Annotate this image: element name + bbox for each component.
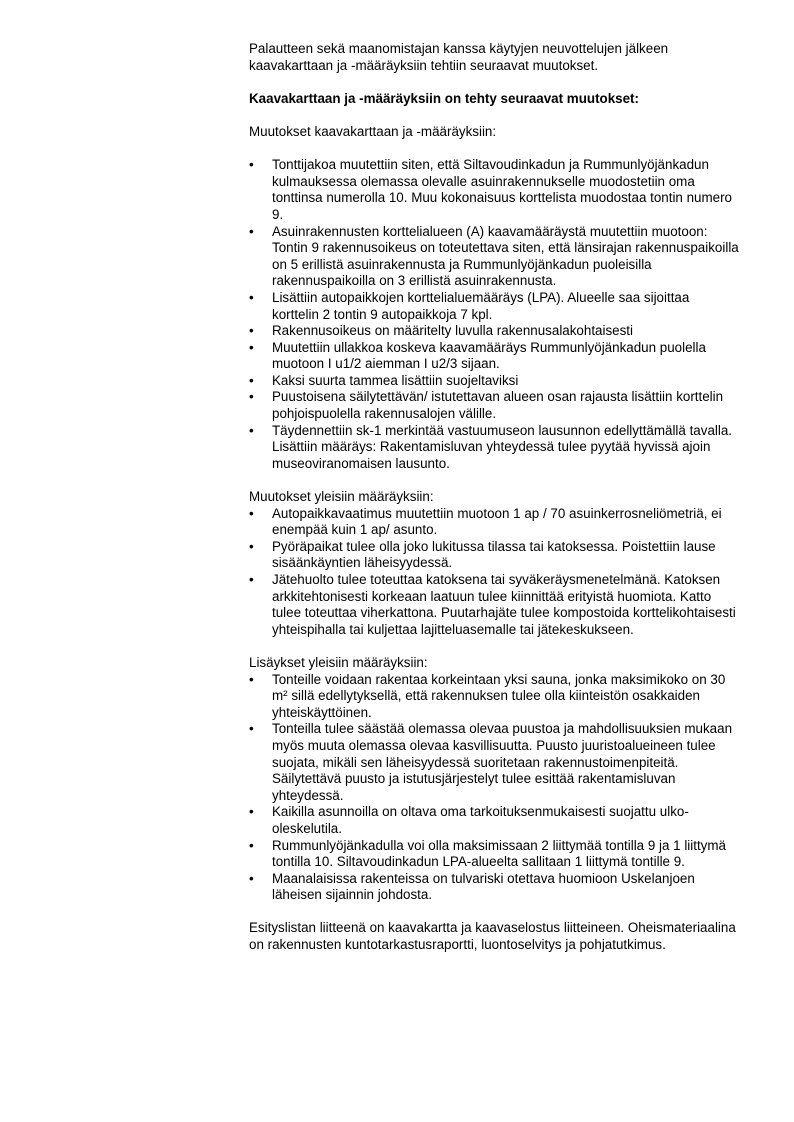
bullet-icon: •	[249, 505, 254, 521]
bullet-icon: •	[249, 323, 254, 339]
list-item	[249, 672, 739, 722]
list-item	[249, 224, 739, 290]
list-item-text: Tonteille voidaan rakentaa korkeintaan yksi sauna, jonka maksimikoko on 30 m² sillä edellytyksellä, että rakennuksen tulee olla kiinteistön osakkaiden yhteiskäyttöinen.	[272, 671, 726, 720]
bullet-icon: •	[249, 870, 254, 886]
list-item	[249, 871, 739, 904]
list-item-text: Asuinrakennusten korttelialueen (A) kaavamääräystä muutettiin muotoon: Tontin 9 rakennusoikeus on toteutettava siten, että länsirajan rakennuspaikoilla on 5 erillistä asuinrakennusta ja Rummunlyöjänkadun puoleisilla rakennuspaikoilla on 3 erillistä asuinrakennusta.	[272, 223, 739, 289]
list-item-text: Tonteilla tulee säästää olemassa olevaa puustoa ja mahdollisuuksien mukaan myös muuta olemassa olevaa kasvillisuutta. Puusto juuristoalueineen tulee suojata, mikäli sen läheisyydessä suoritetaan rakennustoimenpiteitä. Säilytettävä puusto ja istutusjärjestelyt tulee esittää rakentamisluvan yhteydessä.	[272, 721, 733, 803]
list-item-text: Jätehuolto tulee toteuttaa katoksena tai syväkeräysmenetelmänä. Katoksen arkkitehtonisesti korkeaan laatuun tulee kiinnittää erityistä huomiota. Katto tulee toteuttaa viherkattona. Puutarhajäte tulee kompostoida korttelikohtaisesti yhteispihalla tai kuljettaa lajitteluasemalle tai jätekeskukseen.	[272, 572, 736, 637]
list-item-text: Tonttijakoa muutettiin siten, että Siltavoudinkadun ja Rummunlyöjänkadun kulmauksessa olemassa olevalle asuinrakennukselle muodostetiin oma tonttinsa numerolla 10. Muu kokonaisuus korttelista muodostaa tontin numero 9.	[272, 157, 733, 222]
bullet-icon: •	[249, 422, 254, 438]
bullet-icon: •	[249, 289, 254, 305]
bullet-icon: •	[249, 538, 254, 554]
list-item-text: Puustoisena säilytettävän/ istutettavan alueen osan rajausta lisättiin korttelin pohjoispuolella rakennusalojen välille.	[272, 389, 724, 422]
bullet-icon: •	[249, 804, 254, 820]
list-item	[249, 539, 739, 572]
section-title-map-changes: Muutokset kaavakarttaan ja -määräyksiin:	[249, 123, 497, 139]
bullet-icon: •	[249, 837, 254, 853]
intro-paragraph: Palautteen sekä maanomistajan kanssa käytyjen neuvottelujen jälkeen kaavakarttaan ja -määräyksiin tehtiin seuraavat muutokset.	[249, 41, 669, 73]
list-item	[249, 804, 739, 837]
list-item-text: Kaikilla asunnoilla on oltava oma tarkoituksenmukaisesti suojattu ulko-oleskelutila.	[272, 804, 689, 836]
bullet-icon: •	[249, 339, 254, 355]
bullet-icon: •	[249, 572, 254, 587]
bullet-icon: •	[249, 223, 254, 239]
general-additions-list	[249, 672, 739, 904]
list-item	[249, 506, 739, 539]
list-item-text: Lisättiin autopaikkojen korttelialuemääräys (LPA). Alueelle saa sijoittaa korttelin 2 tontin 9 autopaikkoja 7 kpl.	[272, 289, 690, 322]
map-changes-list	[249, 157, 739, 472]
list-item	[249, 838, 739, 871]
closing-paragraph: Esityslistan liitteenä on kaavakartta ja kaavaselostus liitteineen. Oheismateriaalina on rakennusten kuntotarkastusraportti, luontoselvitys ja pohjatutkimus.	[249, 920, 736, 953]
section-title-general-additions: Lisäykset yleisiin määräyksiin:	[249, 654, 428, 670]
list-item-text: Maanalaisissa rakenteissa on tulvariski otettava huomioon Uskelanjoen läheisen sijainnin johdosta.	[272, 870, 695, 903]
list-item	[249, 290, 739, 323]
list-item	[249, 340, 739, 373]
list-item	[249, 323, 739, 340]
document-page	[249, 41, 739, 954]
list-item	[249, 373, 739, 390]
list-item	[249, 423, 739, 473]
bullet-icon: •	[249, 372, 254, 388]
list-item	[249, 721, 739, 804]
section-heading: Kaavakarttaan ja -määräyksiin on tehty seuraavat muutokset:	[249, 90, 639, 106]
list-item-text: Rummunlyöjänkadulla voi olla maksimissaan 2 liittymää tontilla 9 ja 1 liittymä tontilla 10. Siltavoudinkadun LPA-alueelta sallitaan 1 liittymä tontille 9.	[272, 837, 726, 870]
bullet-icon: •	[249, 389, 254, 405]
list-item	[249, 572, 739, 638]
list-item-text: Rakennusoikeus on määritelty luvulla rakennusalakohtaisesti	[272, 323, 634, 339]
list-item-text: Pyöräpaikat tulee olla joko lukitussa tilassa tai katoksessa. Poistettiin lause sisäänkäyntien läheisyydessä.	[272, 538, 716, 571]
section-title-general-changes: Muutokset yleisiin määräyksiin:	[249, 489, 434, 505]
bullet-icon: •	[249, 671, 254, 687]
bullet-icon: •	[249, 721, 254, 737]
list-item-text: Muutettiin ullakkoa koskeva kaavamääräys Rummunlyöjänkadun puolella muotoon I u1/2 aiemman I u2/3 sijaan.	[272, 339, 706, 372]
bullet-icon: •	[249, 157, 254, 173]
list-item	[249, 389, 739, 422]
list-item-text: Täydennettiin sk-1 merkintää vastuumuseon lausunnon edellyttämällä tavalla. Lisättiin määräys: Rakentamisluvan yhteydessä tulee pyytää hyvissä ajoin museoviranomaisen lausunto.	[272, 422, 733, 471]
list-item-text: Autopaikkavaatimus muutettiin muotoon 1 ap / 70 asuinkerrosneliömetriä, ei enempää kuin 1 ap/ asunto.	[272, 505, 722, 538]
list-item-text: Kaksi suurta tammea lisättiin suojeltaviksi	[272, 372, 519, 388]
general-changes-list	[249, 506, 739, 639]
list-item	[249, 157, 739, 223]
